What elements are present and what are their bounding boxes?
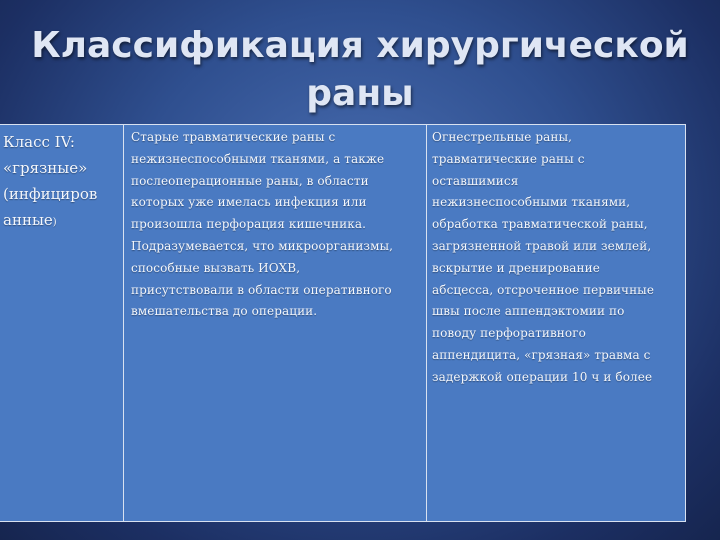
description-line: нежизнеспособными тканями, а также [131,151,385,166]
classification-table [0,124,686,522]
description-line: вмешательства до операции. [131,304,318,319]
examples-line: швы после аппендэктомии по [432,304,625,319]
examples-line: задержкой операции 10 ч и более [432,369,653,384]
slide-title-line1: Классификация хирургической [31,25,689,66]
class-label-cell [0,125,124,521]
class-label-line: (инфициров [3,185,98,203]
slide-title-line2: раны [306,73,414,114]
examples-line: Огнестрельные раны, [432,130,573,144]
examples-line: нежизнеспособными тканями, [432,195,631,210]
class-label-line [3,207,123,236]
examples-cell [427,125,686,521]
description-line: Старые травматические раны с [131,130,336,144]
class-label-paren: ) [52,217,57,228]
examples-line: абсцесса, отсроченное первичные [432,282,655,297]
examples-line: оставшимися [432,173,519,188]
examples-line: поводу перфоративного [432,326,586,341]
examples-line: вскрытие и дренирование [432,260,600,275]
examples-line: аппендицита, «грязная» травма с [432,347,651,362]
class-label-word: анные [3,211,53,229]
examples-line: загрязненной травой или землей, [432,238,652,253]
description-line: произошла перфорация кишечника. [131,217,367,232]
examples-line: обработка травматической раны, [432,217,648,232]
description-line: которых уже имелась инфекция или [131,195,367,210]
description-line: присутствовали в области оперативного [131,282,392,297]
class-label-line: «грязные» [3,159,88,177]
slide-title [20,22,700,118]
description-line: Подразумевается, что микроорганизмы, [131,238,394,253]
examples-line: травматические раны с [432,151,585,166]
class-label-line: Класс IV: [3,133,75,151]
description-cell [124,125,427,521]
description-line: способные вызвать ИОХВ, [131,260,301,275]
description-line: послеоперационные раны, в области [131,173,369,188]
